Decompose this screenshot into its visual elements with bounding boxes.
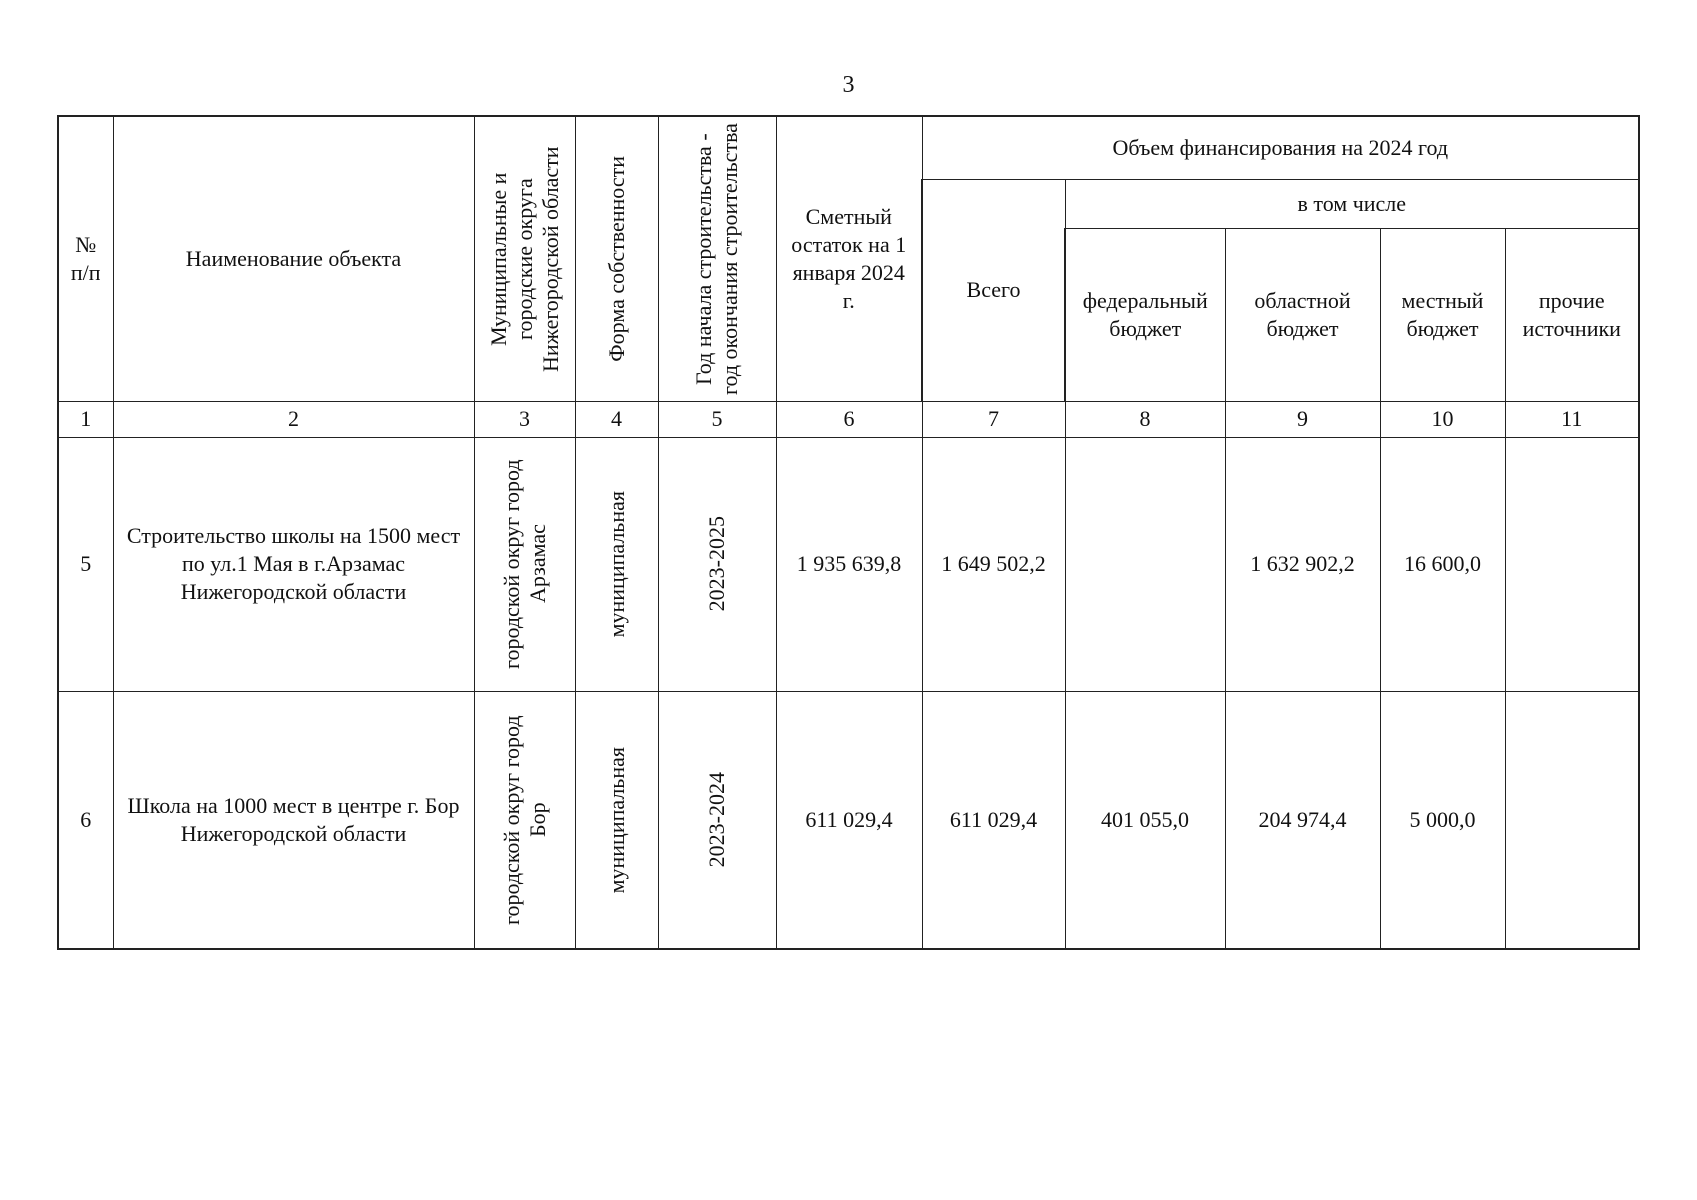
row-years: [658, 691, 776, 949]
row-municipality: [474, 691, 575, 949]
column-number: 9: [1225, 401, 1380, 437]
row-federal: 401 055,0: [1065, 691, 1225, 949]
table-row: [58, 437, 1639, 691]
row-object-name: Школа на 1000 мест в центре г. Бор Нижегородской области: [113, 691, 474, 949]
column-number: 4: [575, 401, 658, 437]
row-num: 6: [58, 691, 113, 949]
header-col-federal: федеральный бюджет: [1065, 228, 1225, 401]
header-col-ownership-text: Форма собственности: [603, 155, 629, 362]
header-funding-group: Объем финансирования на 2024 год: [922, 116, 1639, 179]
column-number: 2: [113, 401, 474, 437]
row-ownership: [575, 437, 658, 691]
row-municipality: [474, 437, 575, 691]
row-local: 5 000,0: [1380, 691, 1505, 949]
row-local: 16 600,0: [1380, 437, 1505, 691]
row-municipality-text: городской округ город Арзамас: [498, 459, 550, 669]
column-number: 5: [658, 401, 776, 437]
header-col-other: прочие источники: [1505, 228, 1639, 401]
page-number: 3: [842, 72, 855, 98]
header-col-years-text: Год начала строительства - год окончания строительства: [691, 122, 742, 395]
header-col-total: Всего: [922, 179, 1065, 401]
row-other: [1505, 437, 1639, 691]
row-total: 1 649 502,2: [922, 437, 1065, 691]
row-ownership-text: муниципальная: [603, 746, 629, 893]
row-num: 5: [58, 437, 113, 691]
row-other: [1505, 691, 1639, 949]
row-years-text: 2023-2025: [704, 516, 729, 612]
row-object-name: Строительство школы на 1500 мест по ул.1 Мая в г.Арзамас Нижегородской области: [113, 437, 474, 691]
header-col-num: № п/п: [58, 116, 113, 401]
row-remaining: 611 029,4: [776, 691, 922, 949]
column-number-row: [58, 401, 1639, 437]
header-row-1: [58, 116, 1639, 179]
row-total: 611 029,4: [922, 691, 1065, 949]
table-row: [58, 691, 1639, 949]
row-regional: 204 974,4: [1225, 691, 1380, 949]
financing-table: [57, 115, 1640, 950]
column-number: 10: [1380, 401, 1505, 437]
column-number: 1: [58, 401, 113, 437]
header-col-regional: областной бюджет: [1225, 228, 1380, 401]
header-col-local: местный бюджет: [1380, 228, 1505, 401]
header-including: в том числе: [1065, 179, 1639, 228]
header-col-municipality: [474, 116, 575, 401]
header-col-name: Наименование объекта: [113, 116, 474, 401]
column-number: 7: [922, 401, 1065, 437]
column-number: 8: [1065, 401, 1225, 437]
row-years-text: 2023-2024: [704, 772, 729, 868]
header-col-municipality-text: Муниципальные и городские округа Нижегородской области: [485, 145, 563, 372]
row-years: [658, 437, 776, 691]
row-ownership: [575, 691, 658, 949]
header-col-years: [658, 116, 776, 401]
column-number: 3: [474, 401, 575, 437]
header-col-ownership: [575, 116, 658, 401]
row-ownership-text: муниципальная: [603, 490, 629, 638]
row-regional: 1 632 902,2: [1225, 437, 1380, 691]
row-remaining: 1 935 639,8: [776, 437, 922, 691]
row-federal: [1065, 437, 1225, 691]
column-number: 6: [776, 401, 922, 437]
header-col-remaining: Сметный остаток на 1 января 2024 г.: [776, 116, 922, 401]
row-municipality-text: городской округ город Бор: [498, 714, 550, 925]
column-number: 11: [1505, 401, 1639, 437]
